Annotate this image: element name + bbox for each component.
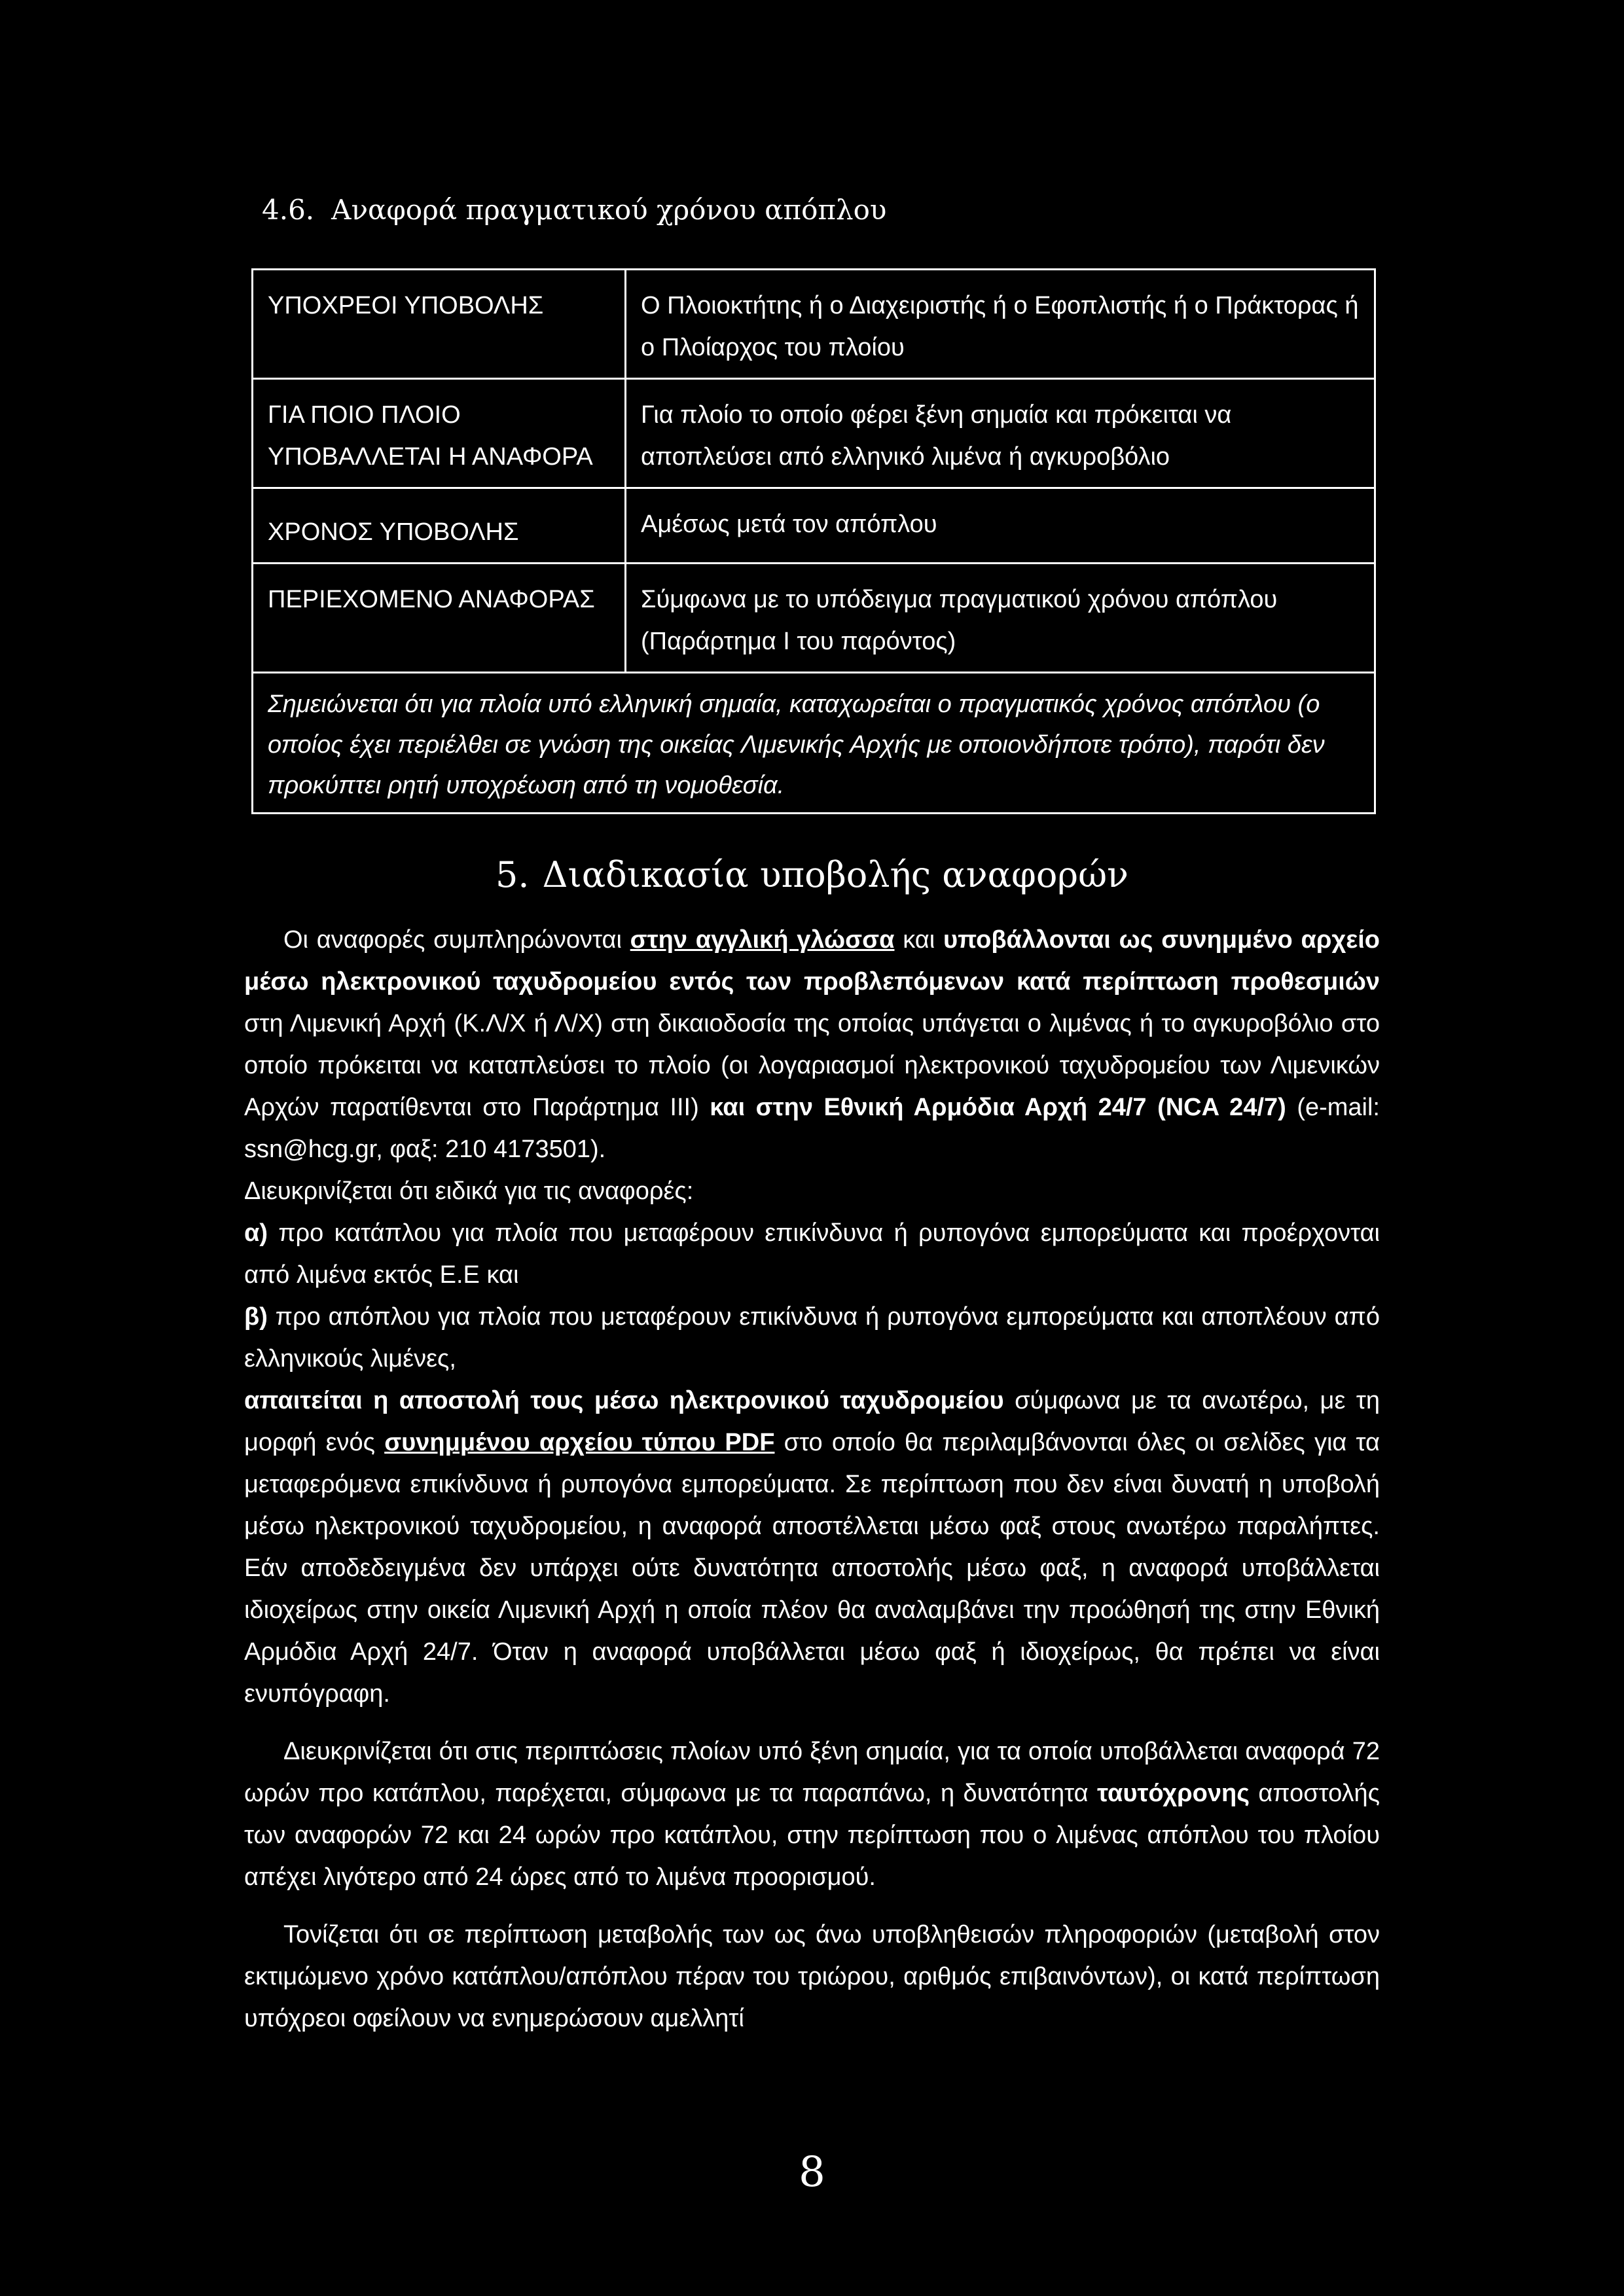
table-label-cell: ΠΕΡΙΕΧΟΜΕΝΟ ΑΝΑΦΟΡΑΣ <box>253 564 626 673</box>
text-run: Οι αναφορές συμπληρώνονται <box>283 926 630 954</box>
section-number: 4.6. <box>262 194 315 226</box>
text-run-emphasis: ταυτόχρονης <box>1097 1780 1250 1807</box>
table-row <box>253 270 1375 379</box>
table-label-cell: ΧΡΟΝΟΣ ΥΠΟΒΟΛΗΣ <box>253 488 626 564</box>
paragraph-email-requirement <box>244 1380 1380 1715</box>
list-item-b <box>244 1296 1380 1380</box>
text-run-emphasis: στην αγγλική γλώσσα <box>630 926 895 954</box>
text-run: αποστολής των αναφορών 72 και 24 ωρών προ κατάπλου, στην περίπτωση που ο λιμένας απόπλου του πλοίου απέχει λιγότερο από 24 ώρες από το λιμένα προορισμού. <box>244 1780 1380 1891</box>
text-run-emphasis: απαιτείται η αποστολή τους μέσω ηλεκτρονικού ταχυδρομείου <box>244 1387 1004 1414</box>
text-run: (e-mail: ssn@hcg.gr, φαξ: 210 4173501). <box>244 1094 1380 1163</box>
table-row <box>253 488 1375 564</box>
table-row <box>253 564 1375 673</box>
section-5-heading <box>0 854 1624 895</box>
text-run: στο οποίο θα περιλαμβάνονται όλες οι σελίδες για τα μεταφερόμενα επικίνδυνα ή ρυπογόνα εμπορεύματα. Σε περίπτωση που δεν είναι δυνατή η υποβολή μέσω ηλεκτρονικού ταχυδρομείου, η αναφορά αποστέλλεται μέσω φαξ στους ανωτέρω παραλήπτες. Εάν αποδεδειγμένα δεν υπάρχει ούτε δυνατότητα αποστολής μέσω φαξ, η αναφορά υποβάλλεται ιδιοχείρως στην οικεία Λιμενική Αρχή η οποία πλέον θα αναλαμβάνει την προώθησή της στην Εθνική Αρμόδια Αρχή 24/7. Όταν η αναφορά υποβάλλεται μέσω φαξ ή ιδιοχείρως, θα πρέπει να είναι ενυπόγραφη. <box>244 1429 1380 1708</box>
text-run: στη Λιμενική Αρχή (Κ.Λ/Χ ή Λ/Χ) στη δικαιοδοσία της οποίας υπάγεται ο λιμένας ή το αγκυροβόλιο στο οποίο πρόκειται να καταπλεύσει το πλοίο (οι λογαριασμοί ηλεκτρονικού ταχυδρομείου των Λιμενικών Αρχών παρατίθενται στο Παράρτημα ΙΙΙ) <box>244 1010 1380 1121</box>
list-item-a <box>244 1212 1380 1296</box>
table-value-cell: Αμέσως μετά τον απόπλου <box>626 488 1375 564</box>
page-number: 8 <box>799 2148 825 2197</box>
section-title: Διαδικασία υποβολής αναφορών <box>542 854 1128 895</box>
text-run-emphasis: συνημμένου αρχείου τύπου PDF <box>384 1429 775 1456</box>
paragraph-foreign-flag <box>244 1731 1380 1898</box>
paragraph-clarification: Διευκρινίζεται ότι ειδικά για τις αναφορές: <box>244 1177 694 1205</box>
table-value-cell: Για πλοίο το οποίο φέρει ξένη σημαία και πρόκειται να αποπλεύσει από ελληνικό λιμένα ή αγκυροβόλιο <box>626 379 1375 488</box>
section-5-body <box>244 919 1380 2039</box>
list-marker: β) <box>244 1303 268 1331</box>
paragraph-submission <box>244 919 1380 1170</box>
section-number: 5. <box>496 854 530 895</box>
text-run: σύμφωνα με τα ανωτέρω, με τη μορφή ενός <box>244 1387 1380 1456</box>
text-run-emphasis: και στην Εθνική Αρμόδια Αρχή 24/7 (NCA 24/7) <box>710 1094 1286 1121</box>
list-text: προ απόπλου για πλοία που μεταφέρουν επικίνδυνα ή ρυπογόνα εμπορεύματα και αποπλέουν από ελληνικούς λιμένες, <box>244 1303 1380 1372</box>
table-label-cell: ΥΠΟΧΡΕΟΙ ΥΠΟΒΟΛΗΣ <box>253 270 626 379</box>
table-row <box>253 379 1375 488</box>
list-marker: α) <box>244 1219 268 1247</box>
table-value-cell: Ο Πλοιοκτήτης ή ο Διαχειριστής ή ο Εφοπλιστής ή ο Πράκτορας ή ο Πλοίαρχος του πλοίου <box>626 270 1375 379</box>
table-value-cell: Σύμφωνα με το υπόδειγμα πραγματικού χρόνου απόπλου (Παράρτημα Ι του παρόντος) <box>626 564 1375 673</box>
list-text: προ κατάπλου για πλοία που μεταφέρουν επικίνδυνα ή ρυπογόνα εμπορεύματα και προέρχονται από λιμένα εκτός Ε.Ε και <box>244 1219 1380 1289</box>
section-4-6-heading <box>262 194 886 226</box>
text-run-emphasis: υποβάλλονται ως συνημμένο αρχείο μέσω ηλεκτρονικού ταχυδρομείου εντός των προβλεπόμενων κατά περίπτωση προθεσμιών <box>244 926 1380 996</box>
table-note-row <box>253 673 1375 814</box>
text-run: Διευκρινίζεται ότι στις περιπτώσεις πλοίων υπό ξένη σημαία, για τα οποία υποβάλλεται αναφορά 72 ωρών προ κατάπλου, παρέχεται, σύμφωνα με τα παραπάνω, η δυνατότητα <box>244 1738 1380 1807</box>
table-note: Σημειώνεται ότι για πλοία υπό ελληνική σημαία, καταχωρείται ο πραγματικός χρόνος απόπλου (ο οποίος έχει περιέλθει σε γνώση της οικείας Λιμενικής Αρχής με οποιονδήποτε τρόπο), παρότι δεν προκύπτει ρητή υποχρέωση από τη νομοθεσία. <box>253 673 1375 814</box>
report-info-table <box>251 268 1376 814</box>
text-run: και <box>894 926 943 954</box>
paragraph-changes: Τονίζεται ότι σε περίπτωση μεταβολής των ως άνω υποβληθεισών πληροφοριών (μεταβολή στον εκτιμώμενο χρόνο κατάπλου/απόπλου πέραν του τριώρου, αριθμός επιβαινόντων), οι κατά περίπτωση υπόχρεοι οφείλουν να ενημερώσουν αμελλητί <box>244 1921 1380 2032</box>
table-label-cell: ΓΙΑ ΠΟΙΟ ΠΛΟΙΟ ΥΠΟΒΑΛΛΕΤΑΙ Η ΑΝΑΦΟΡΑ <box>253 379 626 488</box>
section-title: Αναφορά πραγματικού χρόνου απόπλου <box>331 194 887 226</box>
